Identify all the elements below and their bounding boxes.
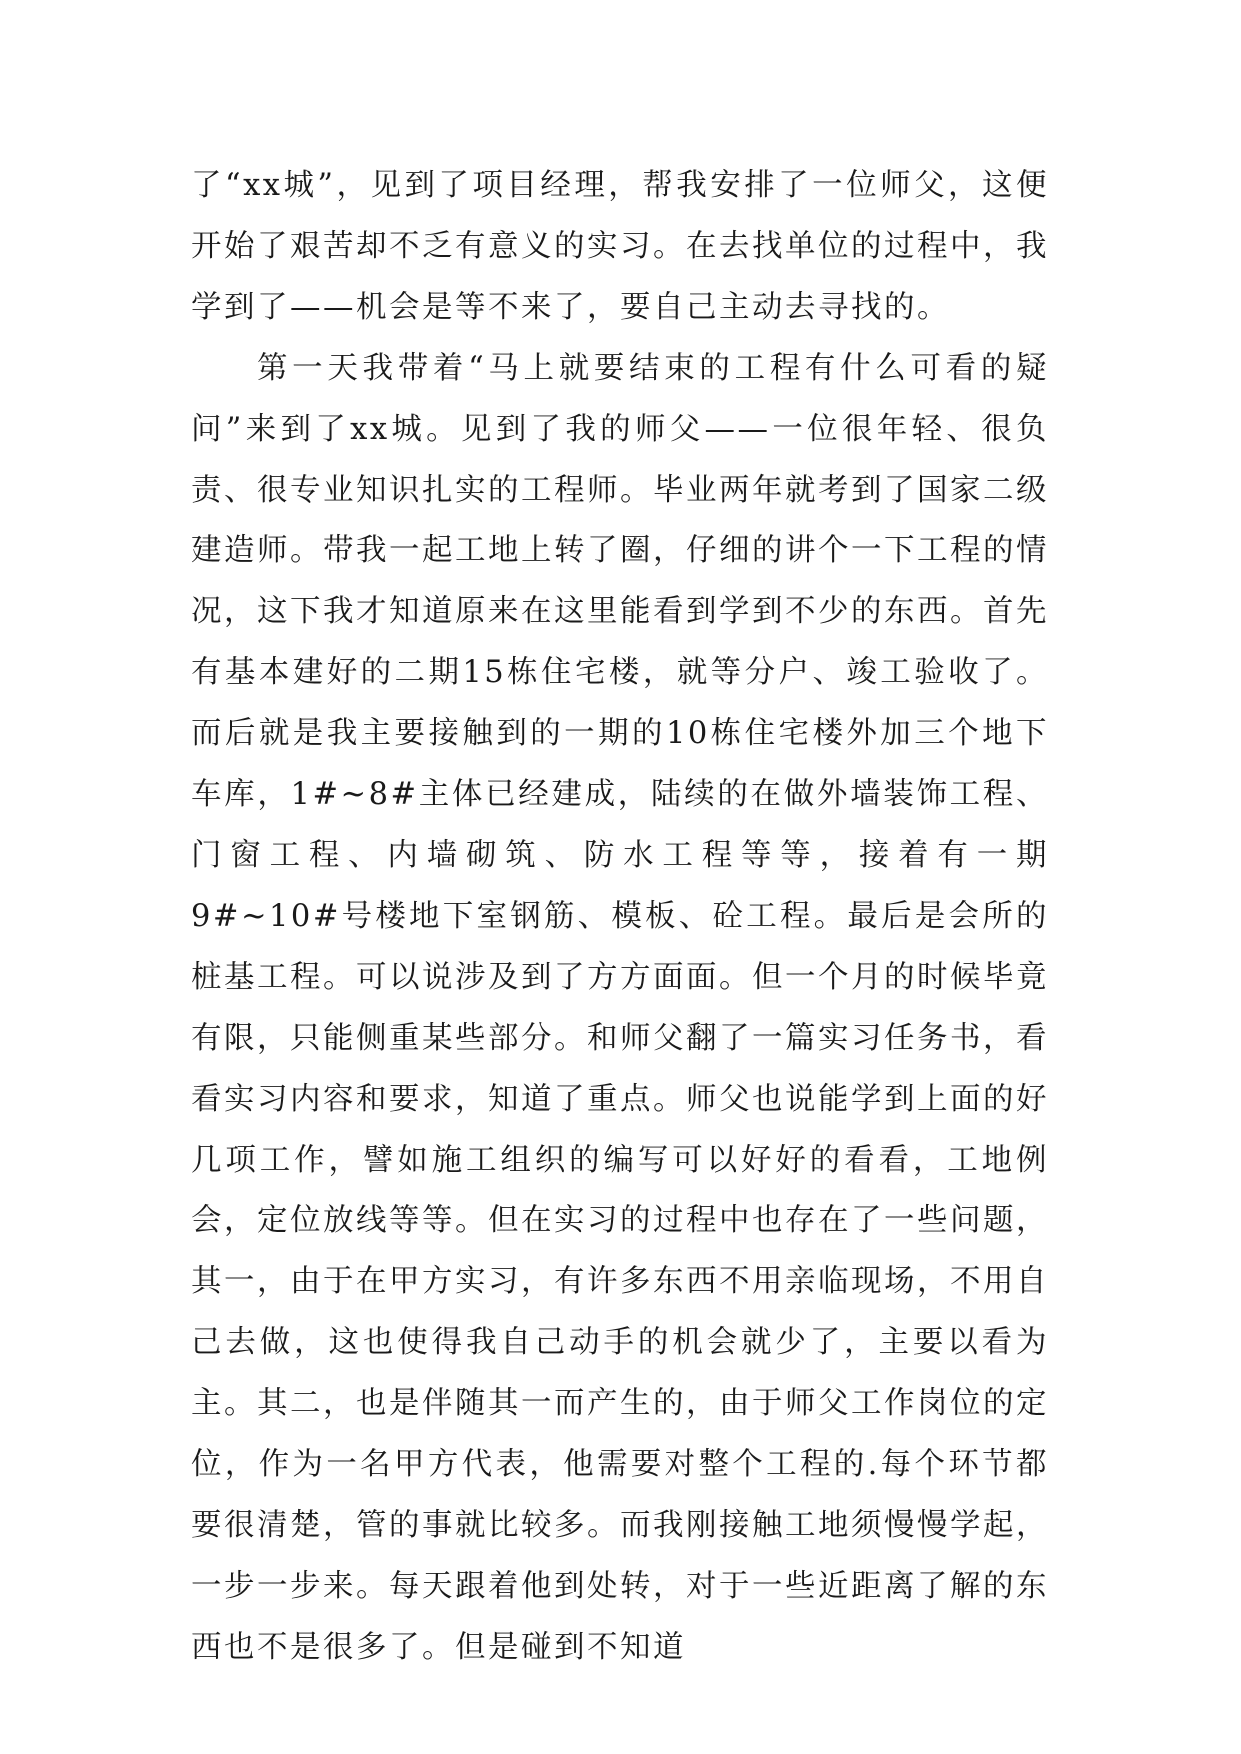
- paragraph-1: 了“xx城”，见到了项目经理，帮我安排了一位师父，这便开始了艰苦却不乏有意义的实习。在去找单位的过程中，我学到了——机会是等不来了，要自己主动去寻找的。: [191, 168, 1049, 325]
- paragraph-2: 第一天我带着“马上就要结束的工程有什么可看的疑问”来到了xx城。见到了我的师父——一位很年轻、很负责、很专业知识扎实的工程师。毕业两年就考到了国家二级建造师。带我一起工地上转了圈，仔细的讲个一下工程的情况，这下我才知道原来在这里能看到学到不少的东西。首先有基本建好的二期15栋住宅楼，就等分户、竣工验收了。而后就是我主要接触到的一期的10栋住宅楼外加三个地下车库，1#~8#主体已经建成，陆续的在做外墙装饰工程、门窗工程、内墙砌筑、防水工程等等，接着有一期9#~10#号楼地下室钢筋、模板、砼工程。最后是会所的桩基工程。可以说涉及到了方方面面。但一个月的时候毕竟有限，只能侧重某些部分。和师父翻了一篇实习任务书，看看实习内容和要求，知道了重点。师父也说能学到上面的好几项工作，譬如施工组织的编写可以好好的看看，工地例会，定位放线等等。但在实习的过程中也存在了一些问题，其一，由于在甲方实习，有许多东西不用亲临现场，不用自己去做，这也使得我自己动手的机会就少了，主要以看为主。其二，也是伴随其一而产生的，由于师父工作岗位的定位，作为一名甲方代表，他需要对整个工程的.每个环节都要很清楚，管的事就比较多。而我刚接触工地须慢慢学起，一步一步来。每天跟着他到处转，对于一些近距离了解的东西也不是很多了。但是碰到不知道: [191, 350, 1049, 1665]
- document-body: [191, 156, 1049, 1679]
